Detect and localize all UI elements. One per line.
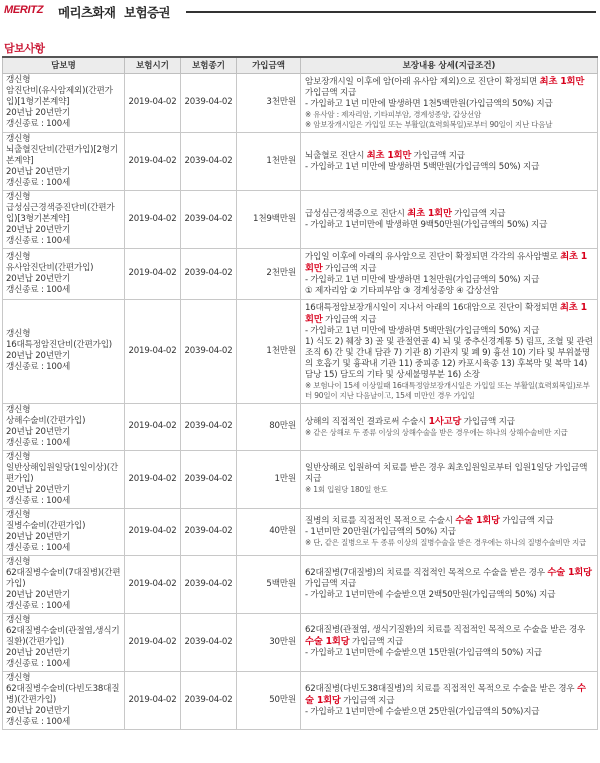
- start-date-cell: 2019-04-02: [125, 613, 181, 671]
- detail-line: - 가입하고 1년 미만에 발생하면 5백만원(가입금액의 50%) 지급: [305, 161, 540, 172]
- coverage-name-line: 갱신형: [6, 329, 31, 339]
- detail-main-text: [305, 515, 593, 527]
- start-date-cell: 2019-04-02: [125, 190, 181, 248]
- coverage-name-line: 갱신형: [6, 191, 31, 202]
- coverage-name-cell: [3, 190, 125, 248]
- amount-cell: 1천만원: [237, 132, 301, 190]
- coverage-name-cell: [3, 671, 125, 729]
- detail-main-text: [305, 150, 593, 162]
- coverage-name-line: 20년납 20년만기: [6, 531, 71, 542]
- table-row: [3, 613, 598, 671]
- table-row: [3, 403, 598, 450]
- detail-text-segment: 암보장개시일 이후에 암(아래 유사암 제외)으로 진단이 확정되면: [305, 76, 540, 87]
- detail-text-segment: 가입금액 지급: [349, 637, 404, 647]
- company-name: 메리츠화재: [58, 5, 116, 20]
- highlight-text: 최초 1회만: [305, 250, 588, 274]
- coverage-name-line: 갱신형: [6, 672, 31, 683]
- amount-cell: 2천만원: [237, 248, 301, 299]
- table-row: [3, 299, 598, 403]
- coverage-name-line: 갱신형: [6, 451, 31, 462]
- section-title: 담보사항: [4, 42, 45, 55]
- table-header-row: [3, 57, 598, 73]
- detail-line: - 가입하고 1년미만에 수술받으면 15만원(가입금액의 50%) 지급: [305, 648, 542, 658]
- end-date-cell: 2039-04-02: [181, 190, 237, 248]
- table-row: [3, 450, 598, 508]
- detail-line: - 가입하고 1년 미만에 발생하면 5백만원(가입금액의 50%) 지급: [305, 325, 540, 336]
- coverage-name-line: 20년납 20년만기: [6, 484, 71, 495]
- coverage-name-line: 갱신형: [6, 614, 31, 625]
- table-row: [3, 73, 598, 132]
- detail-line: - 가입하고 1년미만에 수술받으면 25만원(가입금액의 50%)지급: [305, 706, 540, 717]
- column-header-start-date: 보험시기: [125, 57, 181, 73]
- table-row: [3, 671, 598, 729]
- detail-main-text: [305, 208, 593, 220]
- detail-line: - 가입하고 1년미만에 발생하면 9백50만원(가입금액의 50%) 지급: [305, 219, 548, 230]
- end-date-cell: 2039-04-02: [181, 299, 237, 403]
- coverage-name-cell: [3, 299, 125, 403]
- coverage-name-cell: [3, 73, 125, 132]
- detail-line: ① 제자리암 ② 기타피부암 ③ 경계성종양 ④ 갑상선암: [305, 285, 499, 296]
- coverage-name-cell: [3, 508, 125, 555]
- coverage-name-line: 20년납 20년만기: [6, 351, 71, 361]
- highlight-text: 최초 1회만: [305, 301, 587, 325]
- detail-main-text: [305, 416, 593, 428]
- coverage-name-line: 갱신종료 : 100세: [6, 542, 71, 553]
- end-date-cell: 2039-04-02: [181, 613, 237, 671]
- coverage-name-line: 뇌출혈진단비(간편가입)[2형기본계약]: [6, 144, 118, 166]
- coverage-name-line: 유사암진단비(간편가입): [6, 262, 94, 273]
- coverage-name-line: 갱신종료 : 100세: [6, 716, 71, 727]
- column-header-amount: 가입금액: [237, 57, 301, 73]
- start-date-cell: 2019-04-02: [125, 555, 181, 613]
- detail-text-segment: 가입금액 지급: [461, 416, 515, 427]
- highlight-text: 1사고당: [428, 415, 462, 427]
- coverage-name-line: 20년납 20년만기: [6, 224, 71, 235]
- detail-line: - 가입하고 1년미만에 수술받으면 2백50만원(가입금액의 50%) 지급: [305, 590, 556, 600]
- end-date-cell: 2039-04-02: [181, 450, 237, 508]
- coverage-name-line: 일반상해입원일당(1일이상)(간편가입): [6, 462, 118, 484]
- amount-cell: 5백만원: [237, 555, 301, 613]
- coverage-name-line: 갱신종료 : 100세: [6, 119, 71, 129]
- amount-cell: 30만원: [237, 613, 301, 671]
- amount-cell: 1만원: [237, 450, 301, 508]
- start-date-cell: 2019-04-02: [125, 299, 181, 403]
- detail-text-segment: 가입금액 지급: [305, 87, 357, 98]
- coverage-name-line: 갱신종료 : 100세: [6, 235, 71, 246]
- column-header-details: 보장내용 상세(지급조건): [301, 57, 598, 73]
- detail-main-text: [305, 625, 593, 648]
- detail-line: 1) 식도 2) 췌장 3) 골 및 관절연골 4) 뇌 및 중추신경계통 5) 림프, 조혈 및 관련조직 6) 간 및 간내 담관 7) 기관 8) 기관지 및 폐 9) 흉선 10) 기타 및 부위불명의 호흡기 및 흉곽내 기관 11) 중피종 12) 카포시육종 13) 후복막 및 복막 14) 담낭 15) 담도의 기타 및 상세불명부분 16) 소장: [305, 336, 593, 380]
- coverage-name-line: 20년납 20년만기: [6, 589, 71, 600]
- coverage-detail-cell: [301, 132, 598, 190]
- detail-note: ※ 단, 같은 질병으로 두 종류 이상의 질병수술을 받은 경우에는 하나의 질병수술비만 지급: [305, 538, 587, 547]
- coverage-name-line: 갱신형: [6, 509, 31, 520]
- detail-text-segment: 급성심근경색증으로 진단시: [305, 208, 408, 219]
- table-row: [3, 508, 598, 555]
- detail-main-text: [305, 251, 593, 275]
- coverage-detail-cell: [301, 73, 598, 132]
- end-date-cell: 2039-04-02: [181, 248, 237, 299]
- table-body: [3, 73, 598, 729]
- column-header-coverage: 담보명: [3, 57, 125, 73]
- highlight-text: 최초 1회만: [539, 75, 585, 87]
- coverage-detail-cell: [301, 450, 598, 508]
- detail-note: ※ 같은 상해로 두 종류 이상의 상해수술을 받은 경우에는 하나의 상해수술비만 지급: [305, 427, 568, 437]
- amount-cell: 40만원: [237, 508, 301, 555]
- coverage-name-line: 갱신종료 : 100세: [6, 495, 71, 506]
- detail-text-segment: 가입금액 지급: [499, 516, 554, 526]
- detail-note: ※ 유사암 : 제자리암, 기타피부암, 경계성종양, 갑상선암: [305, 109, 482, 119]
- coverage-name-line: 갱신종료 : 100세: [6, 600, 71, 611]
- coverage-name-line: 20년납 20년만기: [6, 108, 71, 118]
- coverage-name-line: 갱신종료 : 100세: [6, 437, 71, 448]
- detail-main-text: [305, 302, 593, 326]
- detail-text-segment: 16대특정암보장개시일이 지나서 아래의 16대암으로 진단이 확정되면: [305, 302, 561, 313]
- coverage-name-cell: [3, 450, 125, 508]
- detail-note: ※ 보험나이 15세 이상일때 16대특정암보장개시일은 가입일 또는 부활일(효력회복일)로부터 90일이 지난 다음날이고, 15세 미만인 경우 가입일: [305, 380, 590, 400]
- detail-main-text: [305, 567, 593, 590]
- highlight-text: 수술 1회당: [305, 682, 586, 706]
- amount-cell: 1천만원: [237, 299, 301, 403]
- document-header: [0, 0, 600, 26]
- coverage-detail-cell: [301, 671, 598, 729]
- coverage-name-cell: [3, 555, 125, 613]
- coverage-name-line: 질병수술비(간편가입): [6, 520, 86, 531]
- coverage-detail-cell: [301, 613, 598, 671]
- coverage-name-line: 갱신형: [6, 75, 31, 85]
- coverage-name-line: 갱신종료 : 100세: [6, 658, 71, 669]
- coverage-name-line: 갱신형: [6, 404, 31, 415]
- detail-text-segment: 가입금액 지급: [305, 579, 357, 589]
- coverage-name-cell: [3, 248, 125, 299]
- end-date-cell: 2039-04-02: [181, 508, 237, 555]
- coverage-name-line: 갱신형: [6, 556, 31, 567]
- coverage-name-line: 상해수술비(간편가입): [6, 415, 86, 426]
- coverage-name-line: 갱신종료 : 100세: [6, 362, 71, 372]
- coverage-name-line: 20년납 20년만기: [6, 166, 71, 177]
- coverage-name-cell: [3, 613, 125, 671]
- amount-cell: 80만원: [237, 403, 301, 450]
- start-date-cell: 2019-04-02: [125, 248, 181, 299]
- start-date-cell: 2019-04-02: [125, 403, 181, 450]
- detail-text-segment: 상해의 직접적인 결과로써 수술시: [305, 416, 429, 427]
- detail-line: - 가입하고 1년 미만에 발생하면 1천5백만원(가입금액의 50%) 지급: [305, 98, 553, 109]
- table-row: [3, 132, 598, 190]
- start-date-cell: 2019-04-02: [125, 508, 181, 555]
- coverage-name-line: 16대특정암진단비(간편가입): [6, 340, 112, 350]
- detail-text-segment: 뇌출혈로 진단시: [305, 150, 367, 161]
- coverage-table: [2, 56, 598, 730]
- coverage-name-line: 갱신종료 : 100세: [6, 284, 71, 295]
- amount-cell: 1천9백만원: [237, 190, 301, 248]
- detail-line: - 가입하고 1년 미만에 발생하면 1천만원(가입금액의 50%) 지급: [305, 274, 540, 285]
- detail-text-segment: 가입금액 지급: [451, 208, 506, 219]
- detail-text-segment: 가입일 이후에 아래의 유사암으로 진단이 확정되면 각각의 유사암별로: [305, 251, 561, 262]
- end-date-cell: 2039-04-02: [181, 555, 237, 613]
- detail-text-segment: 가입금액 지급: [322, 314, 377, 325]
- table-row: [3, 190, 598, 248]
- coverage-name-line: 20년납 20년만기: [6, 426, 71, 437]
- coverage-name-line: 암진단비(유사암제외)(간편가입)[1형기본계약]: [6, 86, 113, 107]
- coverage-name-cell: [3, 403, 125, 450]
- end-date-cell: 2039-04-02: [181, 132, 237, 190]
- amount-cell: 50만원: [237, 671, 301, 729]
- detail-text-segment: 62대질병(7대질병)의 치료를 직접적인 목적으로 수술을 받은 경우: [305, 568, 548, 578]
- highlight-text: 수술 1회당: [547, 567, 592, 578]
- meritz-logo: MERITZ: [4, 4, 44, 16]
- coverage-name-line: 갱신형: [6, 133, 31, 144]
- coverage-name-line: 62대질병수술비(7대질병)(간편가입): [6, 567, 121, 589]
- table-row: [3, 555, 598, 613]
- header-divider: [186, 11, 596, 13]
- coverage-name-line: 62대질병수술비(관절염,생식기질환)(간편가입): [6, 625, 120, 647]
- end-date-cell: 2039-04-02: [181, 671, 237, 729]
- coverage-name-line: 갱신종료 : 100세: [6, 177, 71, 188]
- coverage-name-line: 62대질병수술비(다빈도38대질병)(간편가입): [6, 683, 120, 705]
- highlight-text: 최초 1회만: [366, 149, 412, 161]
- highlight-text: 수술 1회당: [455, 515, 500, 526]
- detail-note: ※ 1회 입원당 180일 한도: [305, 485, 388, 494]
- detail-text-segment: 가입금액 지급: [411, 150, 465, 161]
- coverage-detail-cell: [301, 299, 598, 403]
- highlight-text: 수술 1회당: [305, 636, 350, 647]
- detail-text-segment: 일반상해로 입원하여 치료를 받은 경우 최초입원일로부터 입원1일당 가입금액 지급: [305, 463, 588, 484]
- start-date-cell: 2019-04-02: [125, 671, 181, 729]
- coverage-name-line: 20년납 20년만기: [6, 705, 71, 716]
- detail-line: - 1년미만 20만원(가입금액의 50%) 지급: [305, 527, 456, 537]
- document-title: 보험증권: [124, 5, 170, 20]
- table-row: [3, 248, 598, 299]
- coverage-name-cell: [3, 132, 125, 190]
- coverage-name-line: 급성심근경색증진단비(간편가입)[3형기본계약]: [6, 202, 115, 224]
- coverage-detail-cell: [301, 248, 598, 299]
- detail-text-segment: 62대질병(관절염, 생식기질환)의 치료를 직접적인 목적으로 수술을 받은 경우: [305, 625, 586, 635]
- detail-main-text: [305, 683, 593, 707]
- detail-main-text: [305, 76, 593, 99]
- coverage-detail-cell: [301, 403, 598, 450]
- detail-text-segment: 질병의 치료를 직접적인 목적으로 수술시: [305, 516, 456, 526]
- coverage-name-line: 갱신형: [6, 251, 31, 262]
- amount-cell: 3천만원: [237, 73, 301, 132]
- coverage-detail-cell: [301, 508, 598, 555]
- start-date-cell: 2019-04-02: [125, 132, 181, 190]
- highlight-text: 최초 1회만: [407, 207, 452, 219]
- end-date-cell: 2039-04-02: [181, 403, 237, 450]
- detail-main-text: [305, 463, 593, 485]
- coverage-detail-cell: [301, 555, 598, 613]
- detail-text-segment: 62대질병(다빈도38대질병)의 치료를 직접적인 목적으로 수술을 받은 경우: [305, 683, 577, 694]
- column-header-end-date: 보험종기: [181, 57, 237, 73]
- coverage-detail-cell: [301, 190, 598, 248]
- detail-note: ※ 암보장개시일은 가입일 또는 부활일(효력회복일)로부터 90일이 지난 다음날: [305, 119, 553, 129]
- start-date-cell: 2019-04-02: [125, 450, 181, 508]
- start-date-cell: 2019-04-02: [125, 73, 181, 132]
- end-date-cell: 2039-04-02: [181, 73, 237, 132]
- detail-text-segment: 가입금액 지급: [322, 263, 377, 274]
- detail-text-segment: 가입금액 지급: [340, 695, 395, 706]
- coverage-name-line: 20년납 20년만기: [6, 273, 71, 284]
- coverage-name-line: 20년납 20년만기: [6, 647, 71, 658]
